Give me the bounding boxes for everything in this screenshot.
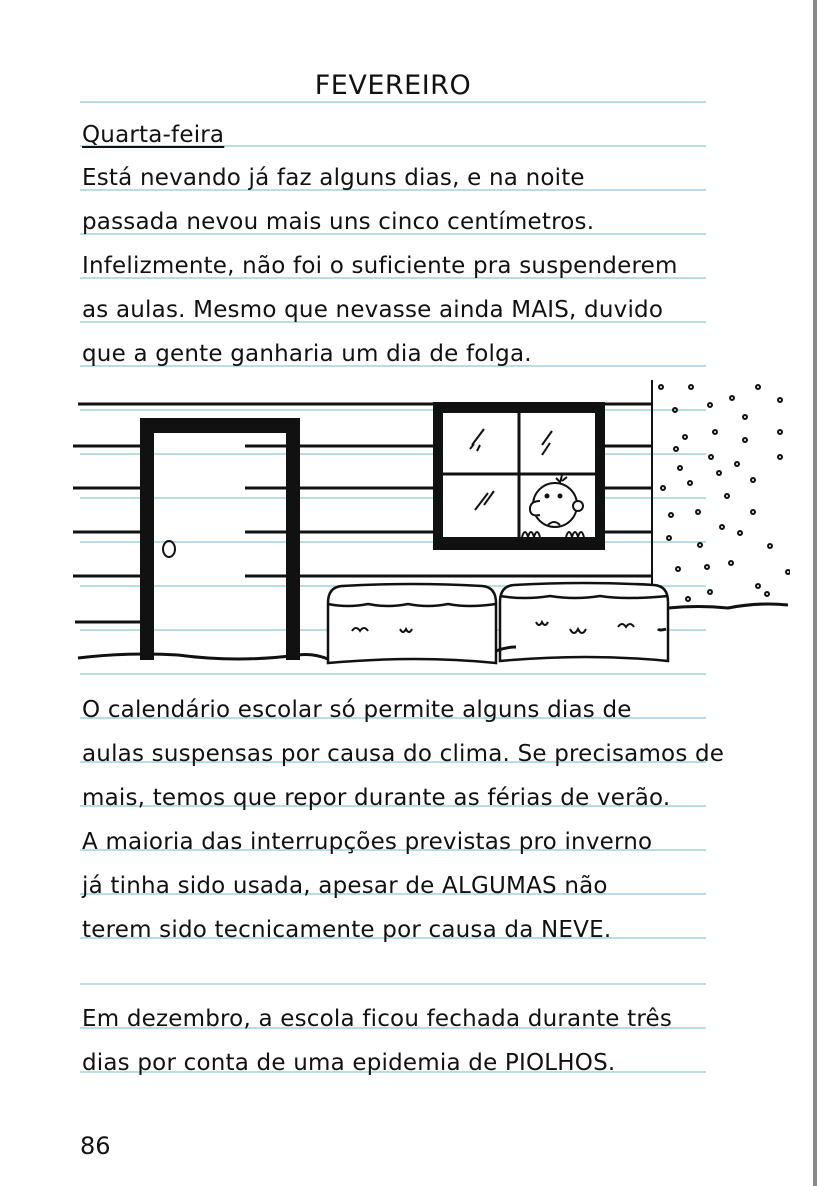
- text-line: Infelizmente, não foi o suficiente pra suspenderem: [82, 253, 678, 279]
- text-line: terem sido tecnicamente por causa da NEVE.: [82, 917, 612, 943]
- page-edge: [813, 0, 817, 1186]
- page-title: FEVEREIRO: [314, 70, 472, 101]
- ruled-line: [80, 983, 706, 985]
- door-icon: [140, 418, 300, 660]
- text-line: mais, temos que repor durante as férias de verão.: [82, 785, 671, 811]
- text-line: as aulas. Mesmo que nevasse ainda MAIS, duvido: [82, 297, 664, 323]
- text-line: A maioria das interrupções previstas pro inverno: [82, 829, 653, 855]
- text-line: passada nevou mais uns cinco centímetros.: [82, 209, 595, 235]
- text-line: já tinha sido usada, apesar de ALGUMAS não: [82, 873, 608, 899]
- page-number: 86: [80, 1132, 111, 1160]
- text-line: dias por conta de uma epidemia de PIOLHOS.: [82, 1050, 616, 1076]
- ruled-line: [80, 101, 706, 103]
- window-icon: [433, 402, 605, 550]
- snow-day-illustration: [70, 375, 790, 675]
- text-line: Em dezembro, a escola ficou fechada durante três: [82, 1006, 673, 1032]
- text-line: O calendário escolar só permite alguns dias de: [82, 697, 632, 723]
- snowflakes-icon: [659, 385, 790, 601]
- day-heading: Quarta-feira: [82, 122, 225, 148]
- text-line: aulas suspensas por causa do clima. Se precisamos de: [82, 741, 725, 767]
- text-line: que a gente ganharia um dia de folga.: [82, 341, 532, 367]
- text-line: Está nevando já faz alguns dias, e na noite: [82, 165, 585, 191]
